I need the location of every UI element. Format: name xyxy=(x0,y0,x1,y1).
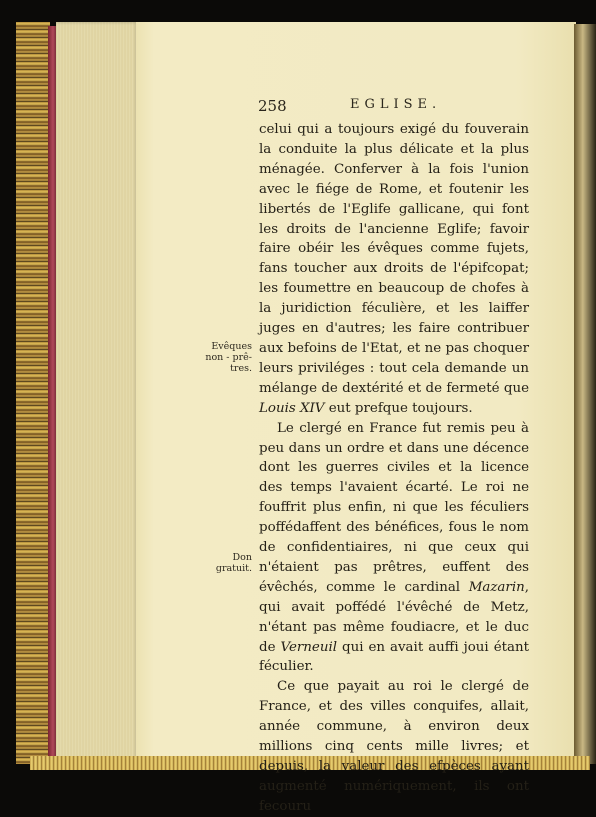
text-run: Le clergé en France fut remis peu à peu dans un ordre et dans une décence dont les guerres civiles et la licence des temps l'avaient écarté. Le roi ne fouffrit plus enfin, ni que les féculiers poffédaffent des bénéfices, fous le nom de confidentiaires, ni que ceux qui n'étaient pas prêtres, euffent des évêchés, comme le cardinal xyxy=(259,420,529,595)
book-spine xyxy=(16,22,50,764)
text-run: , qui avait poffédé l'évêché de Metz, n'étant pas même foudiacre, et le duc de xyxy=(259,579,529,655)
body-text xyxy=(259,120,529,817)
facing-page-edge xyxy=(574,24,596,764)
text-run: Ce que payait au roi le clergé de France, et des villes conquifes, allait, année commune, à environ deux millions cinq cents mille livres; et depuis, la valeur des efpèces ayant augmenté numériquement, ils ont fecouru xyxy=(259,679,529,814)
running-header xyxy=(258,97,468,117)
margin-note-don-gratuit: Don gratuit. xyxy=(215,552,252,574)
page-stack xyxy=(56,22,138,760)
text-run: celui qui a toujours exigé du fouverain la conduite la plus délicate et la plus ménagée. Conferver à la fois l'union avec le fiége de Rome, et foutenir les libertés de l'Eglife gallicane, qui font les droits de l'ancienne Eglife; favoir faire obéir les évêques comme fujets, fans toucher aux droits de l'épifcopat; les foumettre en beaucoup de chofes à la juridiction féculière, et les laiffer juges en d'autres; les faire contribuer aux befoins de l'Etat, et ne pas choquer leurs priviléges : tout cela demande un mélange de dextérité et de fermeté que xyxy=(259,122,529,396)
text-run: qui en avait auffi joui étant féculier. xyxy=(259,639,529,675)
paragraph xyxy=(259,677,529,816)
paragraph xyxy=(259,120,529,419)
italic-name: Louis XIV xyxy=(259,400,325,416)
italic-name: Verneuil xyxy=(280,639,338,655)
italic-name: Mazarin xyxy=(468,579,525,595)
text-run: eut prefque toujours. xyxy=(324,400,473,416)
page-number: 258 xyxy=(258,97,287,115)
paragraph xyxy=(259,419,529,678)
running-title: EGLISE. xyxy=(350,97,442,112)
margin-note-eveques: Evêques non - prê-tres. xyxy=(205,341,252,374)
